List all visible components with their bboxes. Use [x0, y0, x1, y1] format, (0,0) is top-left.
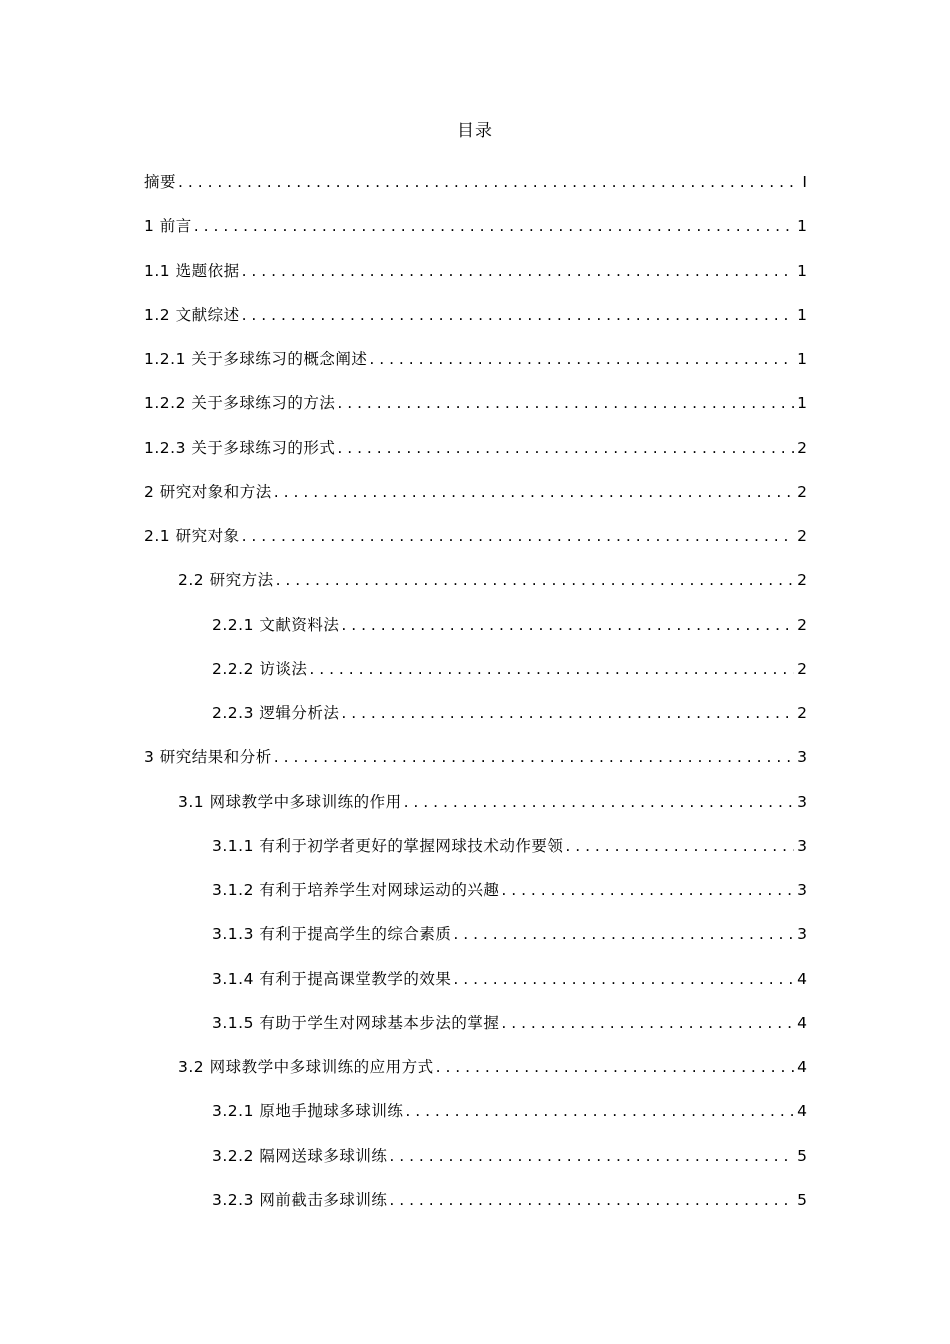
toc-list	[0, 168, 950, 1230]
toc-dot-leader	[242, 257, 795, 285]
toc-entry-label: 3.1.4 有利于提高课堂教学的效果	[212, 969, 452, 988]
toc-entry-label: 3.1.5 有助于学生对网球基本步法的掌握	[212, 1013, 500, 1032]
toc-entry-page-number: 1	[797, 394, 807, 413]
toc-dot-leader	[337, 389, 794, 417]
toc-entry-page-number: 1	[797, 350, 807, 368]
toc-entry-page-number: 3	[797, 925, 807, 944]
toc-entry-page-number: 3	[797, 748, 807, 767]
toc-dot-leader	[565, 832, 794, 860]
toc-dot-leader	[436, 1053, 795, 1081]
toc-entry-page-number: 5	[797, 1146, 807, 1165]
toc-entry-label: 2.2.1 文献资料法	[212, 615, 340, 634]
toc-dot-leader	[389, 1186, 794, 1214]
toc-entry[interactable]	[0, 522, 950, 566]
toc-dot-leader	[404, 788, 795, 816]
toc-entry[interactable]	[0, 434, 950, 478]
toc-entry-page-number: 3	[797, 836, 807, 855]
toc-dot-leader	[453, 965, 794, 993]
toc-dot-leader	[309, 655, 794, 683]
toc-entry-label: 3.1.3 有利于提高学生的综合素质	[212, 925, 452, 944]
toc-entry-page-number: 1	[797, 261, 807, 280]
toc-entry-page-number: 2	[797, 659, 807, 678]
toc-dot-leader	[453, 920, 794, 948]
toc-entry-page-number: 1	[797, 305, 807, 324]
toc-entry-page-number: I	[802, 173, 807, 191]
toc-entry[interactable]	[0, 788, 950, 832]
toc-entry-page-number: 2	[797, 704, 807, 722]
toc-dot-leader	[501, 876, 794, 904]
toc-entry[interactable]	[0, 655, 950, 699]
toc-entry-label: 3.2.2 隔网送球多球训练	[212, 1146, 388, 1165]
toc-entry[interactable]	[0, 257, 950, 301]
toc-entry[interactable]	[0, 1009, 950, 1053]
toc-entry-page-number: 2	[797, 482, 807, 501]
toc-entry[interactable]	[0, 212, 950, 256]
toc-entry-label: 3.1.2 有利于培养学生对网球运动的兴趣	[212, 881, 500, 899]
toc-dot-leader	[274, 743, 794, 771]
toc-entry[interactable]	[0, 168, 950, 212]
toc-entry-label: 1.1 选题依据	[144, 261, 240, 280]
toc-entry[interactable]	[0, 611, 950, 655]
toc-dot-leader	[337, 434, 794, 462]
toc-dot-leader	[194, 212, 794, 240]
toc-entry[interactable]	[0, 876, 950, 920]
toc-entry[interactable]	[0, 478, 950, 522]
toc-entry-page-number: 5	[797, 1190, 807, 1209]
toc-entry-page-number: 2	[797, 615, 807, 634]
toc-entry-label: 1.2 文献综述	[144, 305, 240, 324]
toc-entry-label: 3.1.1 有利于初学者更好的掌握网球技术动作要领	[212, 836, 564, 855]
toc-entry-page-number: 2	[797, 438, 807, 457]
toc-dot-leader	[276, 566, 795, 594]
toc-entry-label: 摘要	[144, 173, 177, 191]
toc-entry-label: 3.2.3 网前截击多球训练	[212, 1190, 388, 1209]
toc-dot-leader	[405, 1097, 794, 1125]
toc-entry[interactable]	[0, 301, 950, 345]
toc-entry[interactable]	[0, 965, 950, 1009]
toc-entry-page-number: 2	[797, 527, 807, 545]
toc-entry-label: 3.2.1 原地手抛球多球训练	[212, 1102, 404, 1121]
toc-entry[interactable]	[0, 566, 950, 610]
toc-entry-label: 2.2.2 访谈法	[212, 659, 308, 678]
toc-entry-label: 3 研究结果和分析	[144, 748, 272, 767]
toc-entry-page-number: 2	[797, 571, 807, 590]
toc-dot-leader	[501, 1009, 794, 1037]
toc-entry-page-number: 4	[797, 969, 807, 988]
toc-entry[interactable]	[0, 920, 950, 964]
toc-entry-label: 2 研究对象和方法	[144, 482, 272, 501]
toc-dot-leader	[242, 301, 795, 329]
toc-dot-leader	[389, 1142, 794, 1170]
toc-entry-label: 1.2.3 关于多球练习的形式	[144, 438, 336, 457]
toc-dot-leader	[341, 611, 794, 639]
toc-dot-leader	[341, 699, 794, 727]
toc-dot-leader	[178, 168, 796, 196]
toc-entry-label: 3.2 网球教学中多球训练的应用方式	[178, 1058, 434, 1076]
toc-entry-label: 3.1 网球教学中多球训练的作用	[178, 792, 402, 811]
toc-entry-page-number: 3	[797, 881, 807, 899]
toc-entry[interactable]	[0, 345, 950, 389]
toc-dot-leader	[369, 345, 794, 373]
toc-entry-page-number: 3	[797, 792, 807, 811]
toc-entry[interactable]	[0, 1097, 950, 1141]
toc-entry[interactable]	[0, 389, 950, 433]
toc-entry-label: 1 前言	[144, 217, 192, 236]
toc-entry-label: 2.2.3 逻辑分析法	[212, 704, 340, 722]
toc-entry-label: 2.2 研究方法	[178, 571, 274, 590]
toc-entry[interactable]	[0, 832, 950, 876]
toc-entry-label: 1.2.1 关于多球练习的概念阐述	[144, 350, 368, 368]
toc-dot-leader	[242, 522, 795, 550]
toc-entry[interactable]	[0, 1053, 950, 1097]
toc-title: 目录	[457, 121, 493, 141]
toc-dot-leader	[274, 478, 794, 506]
toc-entry-page-number: 4	[797, 1058, 807, 1076]
toc-entry-page-number: 4	[797, 1102, 807, 1121]
toc-entry-label: 2.1 研究对象	[144, 527, 240, 545]
toc-entry[interactable]	[0, 1186, 950, 1230]
toc-entry[interactable]	[0, 1142, 950, 1186]
toc-entry-label: 1.2.2 关于多球练习的方法	[144, 394, 336, 413]
toc-entry-page-number: 4	[797, 1013, 807, 1032]
toc-entry[interactable]	[0, 699, 950, 743]
toc-entry-page-number: 1	[797, 217, 807, 236]
toc-entry[interactable]	[0, 743, 950, 787]
